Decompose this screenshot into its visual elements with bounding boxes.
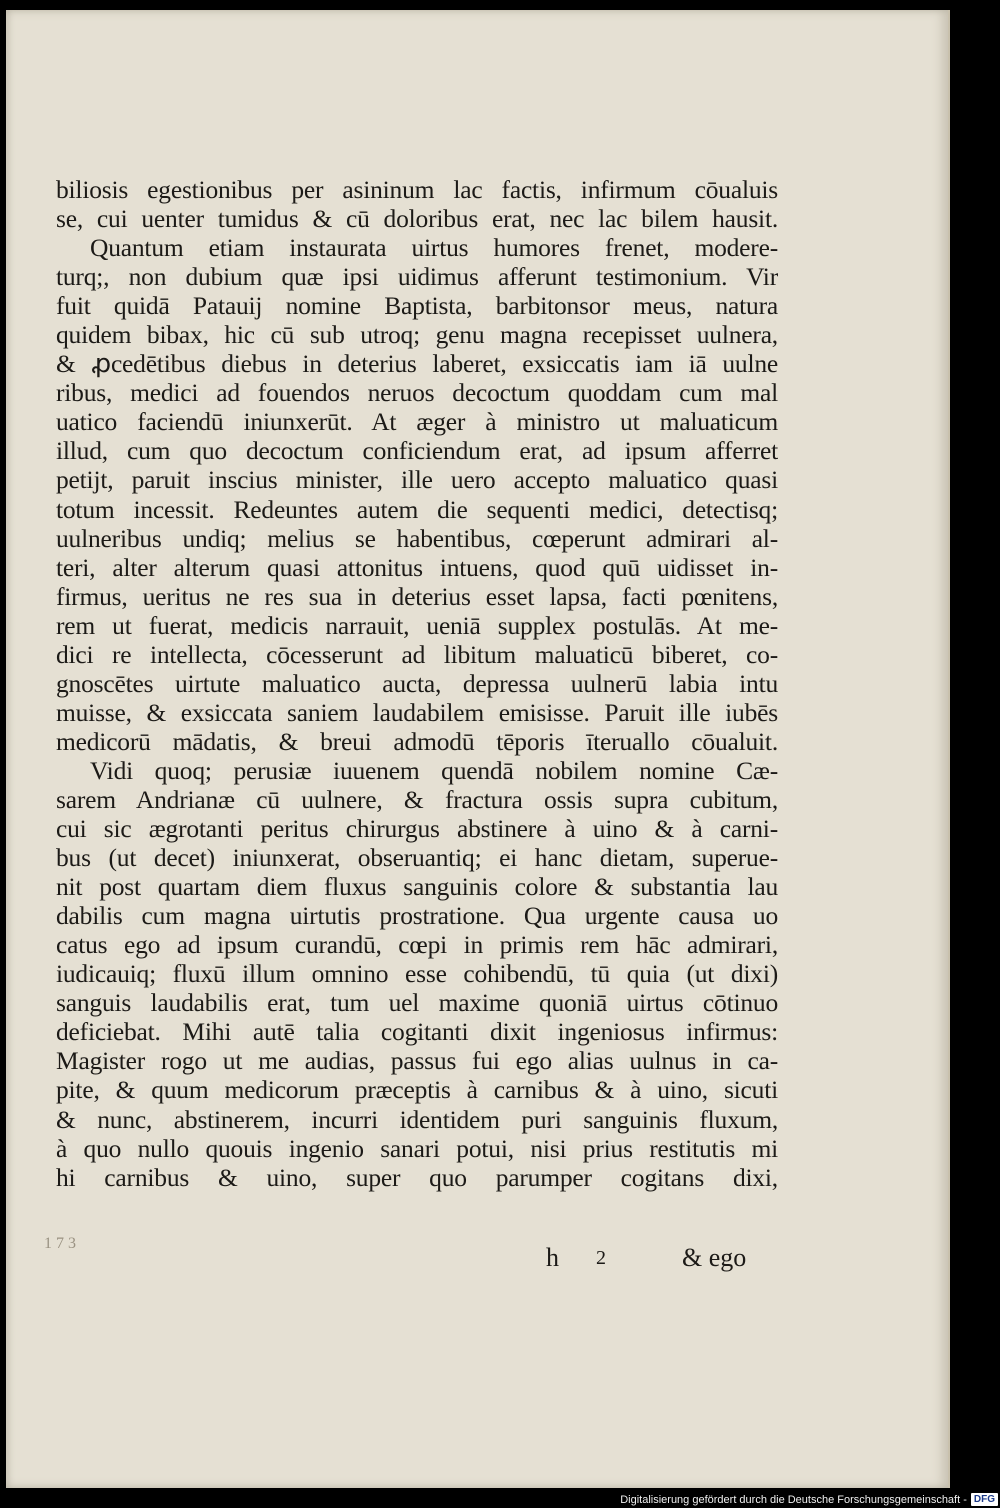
text-line: nit post quartam diem fluxus sanguinis colore & substantia lau — [56, 872, 778, 902]
text-line: firmus, ueritus ne res sua in deterius esset lapsa, facti pœnitens, — [56, 581, 778, 611]
text-line: biliosis egestionibus per asininum lac factis, infirmum cōualuis — [56, 175, 778, 204]
text-line: muisse, & exsiccata saniem laudabilem emisisse. Paruit ille iubēs — [56, 697, 778, 727]
signature-number: 2 — [596, 1247, 606, 1269]
signature-mark: h — [546, 1243, 559, 1272]
text-line: uatico faciendū iniunxerūt. At æger à ministro ut maluaticum — [56, 407, 778, 437]
text-line: quidem bibax, hic cū sub utroq; genu magna recepisset uulnera, — [56, 320, 778, 350]
funding-footer — [606, 1491, 1000, 1508]
text-line: illud, cum quo decoctum conficiendum erat, ad ipsum afferret — [56, 436, 778, 466]
text-line: sarem Andrianæ cū uulnere, & fractura ossis supra cubitum, — [56, 784, 778, 814]
text-line: bus (ut decet) iniunxerat, obseruantiq; ei hanc dietam, superue- — [56, 843, 778, 873]
text-line: rem ut fuerat, medicis narrauit, ueniā supplex postulās. At me- — [56, 610, 778, 640]
text-line: gnoscētes uirtute maluatico aucta, depressa uulnerū labia intu — [56, 668, 778, 698]
text-line: dabilis cum magna uirtutis prostratione. Qua urgente causa uo — [56, 901, 778, 931]
text-line: Vidi quoq; perusiæ iuuenem quendā nobilem nomine Cæ- — [90, 755, 778, 785]
text-line: uulneribus undiq; melius se habentibus, cœperunt admirari al- — [56, 523, 778, 553]
text-line: & ꝓcedētibus diebus in deterius laberet, exsiccatis iam iā uulne — [56, 349, 778, 379]
text-line: catus ego ad ipsum curandū, cœpi in primis rem hāc admirari, — [56, 930, 778, 960]
text-line: à quo nullo quouis ingenio sanari potui, nisi prius restitutis mi — [56, 1133, 778, 1163]
text-line: pite, & quum medicorum præceptis à carnibus & à uino, sicuti — [56, 1075, 778, 1105]
text-line: medicorū mādatis, & breui admodū tēporis īteruallo cōualuit. — [56, 726, 778, 756]
text-line: sanguis laudabilis erat, tum uel maxime quoniā uirtus cōtinuo — [56, 988, 778, 1018]
text-line: iudicauiq; fluxū illum omnino esse cohibendū, tū quia (ut dixi) — [56, 959, 778, 989]
dfg-logo: DFG — [971, 1493, 998, 1506]
text-line: Quantum etiam instaurata uirtus humores frenet, modere- — [90, 233, 778, 263]
text-line: petijt, paruit inscius minister, ille uero accepto maluatico quasi — [56, 465, 778, 495]
text-line: deficiebat. Mihi autē talia cogitanti dixit ingeniosus infirmus: — [56, 1017, 778, 1047]
text-line: dici re intellecta, cōcesserunt ad libitum maluaticū biberet, co- — [56, 639, 778, 669]
text-line: ribus, medici ad fouendos neruos decoctum quoddam cum mal — [56, 378, 778, 408]
text-line: se, cui uenter tumidus & cū doloribus erat, nec lac bilem hausit. — [56, 204, 778, 234]
text-line: teri, alter alterum quasi attonitus intuens, quod quū uidisset in- — [56, 552, 778, 582]
page-text-block — [56, 175, 778, 1192]
book-page — [6, 10, 950, 1488]
text-line: fuit quidā Patauij nomine Baptista, barbitonsor meus, natura — [56, 291, 778, 321]
text-line: & nunc, abstinerem, incurri identidem puri sanguinis fluxum, — [56, 1104, 778, 1134]
funding-text: Digitalisierung gefördert durch die Deutsche Forschungsgemeinschaft - — [620, 1493, 967, 1506]
text-line: hi carnibus & uino, super quo parumper cogitans dixi, — [56, 1162, 778, 1192]
catchword: & ego — [682, 1243, 747, 1272]
text-line: totum incessit. Redeuntes autem die sequenti medici, detectisq; — [56, 494, 778, 524]
text-line: turq;, non dubium quæ ipsi uidimus afferunt testimonium. Vir — [56, 262, 778, 292]
margin-mark: 1 7 3 — [44, 1235, 76, 1252]
text-line: Magister rogo ut me audias, passus fui ego alias uulnus in ca- — [56, 1046, 778, 1076]
text-line: cui sic ægrotanti peritus chirurgus abstinere à uino & à carni- — [56, 814, 778, 844]
